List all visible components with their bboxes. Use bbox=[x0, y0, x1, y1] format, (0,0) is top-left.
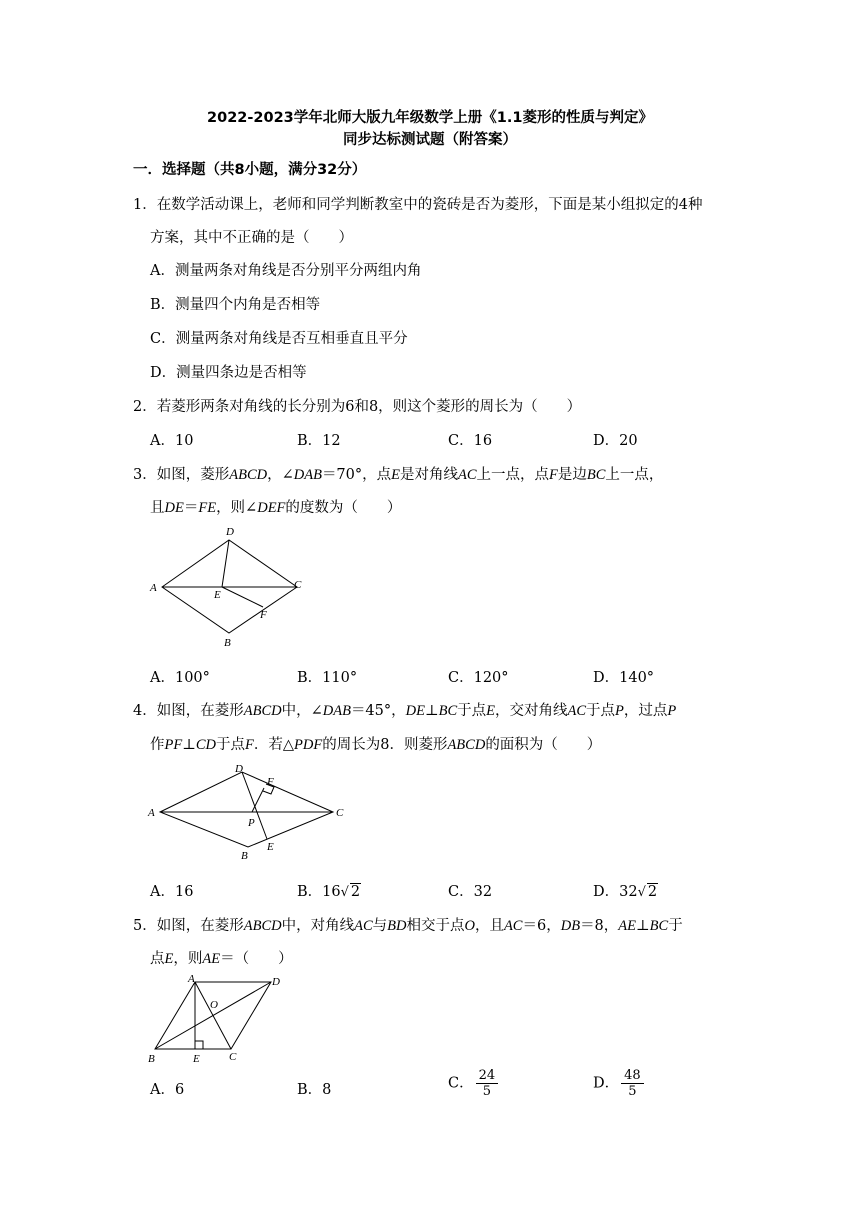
q2-option-b: B．12 bbox=[297, 433, 341, 449]
q1-option-b: B．测量四个内角是否相等 bbox=[150, 297, 321, 313]
q3-label-a: A bbox=[150, 582, 157, 594]
q5-figure bbox=[143, 970, 293, 1065]
q4-label-a: A bbox=[148, 807, 155, 819]
q4-label-c: C bbox=[336, 807, 344, 819]
q5-option-d: D． $\frac{48}{5}$ bbox=[593, 1068, 644, 1099]
q2-option-a: A．10 bbox=[150, 433, 194, 449]
q4-stem-cont: 作PF⊥CD于点F．若△PDF的周长为8．则菱形ABCD的面积为（ ） bbox=[150, 737, 602, 753]
q4-label-d: D bbox=[235, 763, 243, 775]
q4-label-b: B bbox=[241, 850, 248, 862]
q3-figure bbox=[140, 522, 320, 652]
q4-label-f: F bbox=[267, 776, 274, 788]
q4-option-a: A．16 bbox=[150, 884, 194, 900]
q3-label-b: B bbox=[224, 637, 231, 649]
q5-label-e: E bbox=[193, 1053, 200, 1065]
q4-figure bbox=[140, 760, 360, 865]
fraction: $\frac{48}{5}$ bbox=[621, 1068, 644, 1099]
q5-label-b: B bbox=[148, 1053, 155, 1065]
q4-stem: 4．如图，在菱形ABCD中，∠DAB＝45°，DE⊥BC于点E，交对角线AC于点P，过点P bbox=[133, 703, 677, 719]
q4-option-b: B．16√ 2 bbox=[297, 884, 361, 900]
q1-option-d: D．测量四条边是否相等 bbox=[150, 365, 307, 381]
q5-label-a: A bbox=[188, 973, 195, 985]
q5-label-d: D bbox=[272, 976, 280, 988]
q3-label-f: F bbox=[260, 609, 267, 621]
q3-stem-cont: 且DE＝FE，则∠DEF的度数为（ ） bbox=[150, 500, 402, 516]
q1-option-c: C．测量两条对角线是否互相垂直且平分 bbox=[150, 331, 408, 347]
q5-stem-cont: 点E，则AE＝（ ） bbox=[150, 951, 293, 967]
section-heading: 一．选择题（共8小题，满分32分） bbox=[133, 162, 367, 178]
q3-option-d: D．140° bbox=[593, 670, 655, 686]
q1-stem-cont: 方案，其中不正确的是（ ） bbox=[150, 230, 353, 246]
q3-option-b: B．110° bbox=[297, 670, 358, 686]
q3-stem: 3．如图，菱形ABCD，∠DAB＝70°，点E是对角线AC上一点，点F是边BC上一点， bbox=[133, 467, 664, 483]
q2-stem: 2．若菱形两条对角线的长分别为6和8，则这个菱形的周长为（ ） bbox=[133, 399, 582, 415]
q1-stem: 1．在数学活动课上，老师和同学判断教室中的瓷砖是否为菱形，下面是某小组拟定的4种 bbox=[133, 197, 703, 213]
q5-option-c: C． $\frac{24}{5}$ bbox=[448, 1068, 498, 1099]
q4-label-p: P bbox=[248, 817, 255, 829]
q5-option-a: A．6 bbox=[150, 1082, 185, 1098]
q3-option-c: C．120° bbox=[448, 670, 509, 686]
page-subtitle: 同步达标测试题（附答案） bbox=[343, 132, 517, 148]
page-title: 2022-2023学年北师大版九年级数学上册《1.1菱形的性质与判定》 bbox=[207, 110, 653, 126]
q5-option-b: B．8 bbox=[297, 1082, 332, 1098]
q1-option-a: A．测量两条对角线是否分别平分两组内角 bbox=[150, 263, 422, 279]
q3-option-a: A．100° bbox=[150, 670, 210, 686]
q5-label-c: C bbox=[229, 1051, 237, 1063]
q4-option-d: D．32√ 2 bbox=[593, 884, 658, 900]
q2-option-c: C．16 bbox=[448, 433, 493, 449]
q3-label-e: E bbox=[214, 589, 221, 601]
fraction: $\frac{24}{5}$ bbox=[476, 1068, 499, 1099]
q5-stem: 5．如图，在菱形ABCD中，对角线AC与BD相交于点O，且AC＝6，DB＝8，AE⊥BC于 bbox=[133, 918, 683, 934]
q3-label-c: C bbox=[294, 579, 302, 591]
q4-label-e: E bbox=[267, 841, 274, 853]
q2-option-d: D．20 bbox=[593, 433, 638, 449]
q5-label-o: O bbox=[210, 999, 218, 1011]
q3-label-d: D bbox=[226, 526, 234, 538]
q4-option-c: C．32 bbox=[448, 884, 493, 900]
